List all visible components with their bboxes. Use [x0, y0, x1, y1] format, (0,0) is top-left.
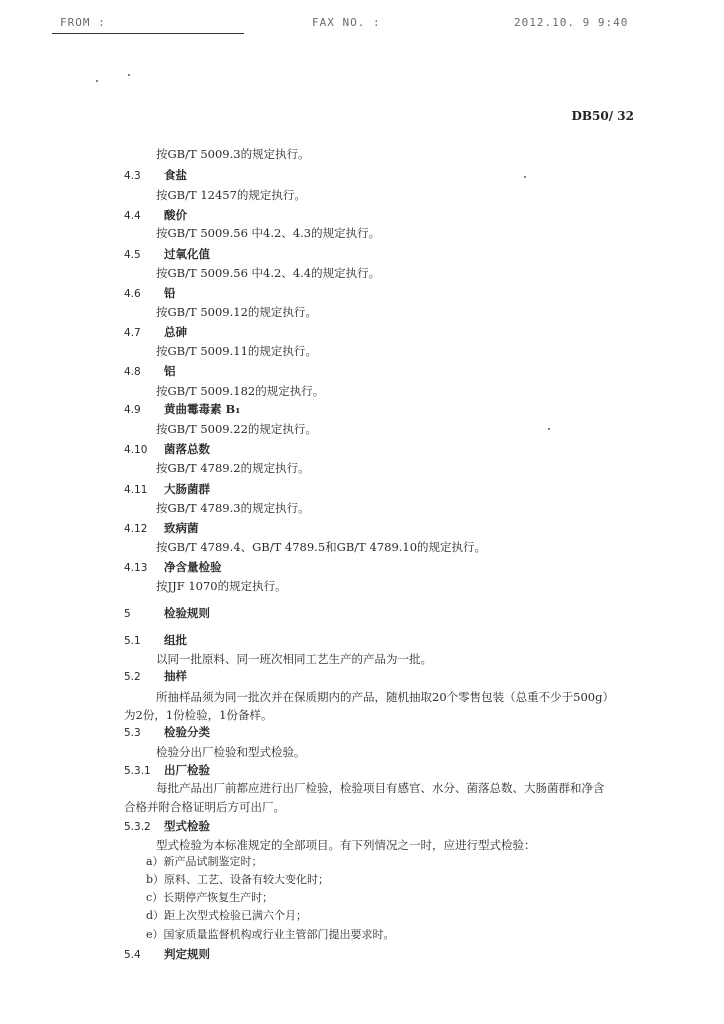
clause-heading [124, 946, 210, 962]
clause-body: 按GB/T 4789.2的规定执行。 [156, 461, 310, 475]
clause-body: 按GB/T 4789.3的规定执行。 [156, 501, 310, 515]
clause-title: 检验分类 [164, 725, 210, 739]
clause-body: 按GB/T 5009.182的规定执行。 [156, 384, 325, 398]
clause-heading [124, 246, 210, 262]
clause-text [156, 421, 317, 437]
clause-body: 检验分出厂检验和型式检验。 [156, 745, 306, 759]
clause-body: 型式检验为本标准规定的全部项目。有下列情况之一时，应进行型式检验： [156, 838, 536, 852]
clause-heading [124, 632, 187, 648]
clause-title: 菌落总数 [164, 442, 210, 456]
clause-heading [124, 724, 210, 740]
clause-body: 按GB/T 5009.56 中4.2、4.4的规定执行。 [156, 266, 381, 280]
clause-number: 5.3.1 [124, 765, 151, 777]
clause-body: 按GB/T 5009.12的规定执行。 [156, 305, 317, 319]
clause-body: a）新产品试制鉴定时； [146, 855, 263, 868]
clause-text [124, 799, 285, 815]
clause-body: 合格并附合格证明后方可出厂。 [124, 800, 285, 814]
fax-from-label: FROM : [60, 16, 106, 29]
clause-number: 4.10 [124, 444, 148, 456]
clause-text [156, 744, 306, 760]
clause-number: 5 [124, 608, 131, 620]
clause-heading [124, 559, 222, 575]
fax-from-line [52, 33, 244, 34]
clause-body: b）原料、工艺、设备有较大变化时； [146, 873, 330, 886]
clause-number: 4.3 [124, 170, 141, 182]
clause-number: 5.2 [124, 671, 141, 683]
clause-heading [124, 441, 210, 457]
clause-heading [124, 520, 199, 536]
clause-text [146, 889, 273, 905]
clause-text [156, 578, 287, 594]
clause-number: 4.5 [124, 249, 141, 261]
clause-heading [124, 167, 187, 183]
clause-text [146, 871, 329, 887]
clause-body: 按JJF 1070的规定执行。 [156, 579, 287, 593]
clause-text [156, 837, 536, 853]
clause-title: 黄曲霉毒素 B₁ [164, 402, 241, 416]
scan-speck [548, 428, 550, 430]
clause-body: d）距上次型式检验已满六个月； [146, 909, 308, 922]
clause-heading [124, 605, 210, 621]
scan-speck [524, 176, 526, 178]
clause-text [156, 383, 324, 399]
clause-heading [124, 401, 240, 417]
clause-text [156, 460, 310, 476]
clause-body: e）国家质量监督机构或行业主管部门提出要求时。 [146, 928, 395, 941]
clause-title: 组批 [164, 633, 187, 647]
clause-body: 为2份，1份检验，1份备样。 [124, 708, 273, 722]
clause-text [156, 304, 317, 320]
clause-number: 5.3.2 [124, 821, 151, 833]
clause-text [156, 780, 605, 796]
clause-text [146, 907, 307, 923]
clause-title: 出厂检验 [164, 763, 210, 777]
clause-heading [124, 285, 176, 301]
clause-text [156, 343, 317, 359]
clause-body: 按GB/T 5009.3的规定执行。 [156, 147, 310, 161]
clause-number: 4.13 [124, 562, 148, 574]
clause-title: 总砷 [164, 325, 187, 339]
clause-body: 按GB/T 5009.56 中4.2、4.3的规定执行。 [156, 226, 381, 240]
clause-number: 4.7 [124, 327, 141, 339]
clause-heading [124, 481, 210, 497]
clause-heading [124, 818, 210, 834]
clause-text [156, 689, 614, 705]
clause-heading [124, 207, 187, 223]
clause-body: c）长期停产恢复生产时； [146, 891, 274, 904]
clause-body: 按GB/T 12457的规定执行。 [156, 188, 306, 202]
clause-heading [124, 363, 176, 379]
clause-number: 5.1 [124, 635, 141, 647]
clause-number: 4.12 [124, 523, 148, 535]
fax-number-label: FAX NO. : [312, 16, 381, 29]
document-code: DB50/ 32 [571, 109, 634, 123]
clause-text [146, 926, 395, 942]
clause-body: 按GB/T 4789.4、GB/T 4789.5和GB/T 4789.10的规定执行。 [156, 540, 487, 554]
clause-title: 铝 [164, 364, 176, 378]
clause-title: 食盐 [164, 168, 187, 182]
scan-speck [96, 80, 98, 82]
clause-text [146, 853, 263, 869]
clause-number: 4.9 [124, 404, 141, 416]
clause-number: 4.11 [124, 484, 148, 496]
clause-body: 所抽样品须为同一批次并在保质期内的产品，随机抽取20个零售包装（总重不少于500g） [156, 690, 614, 704]
clause-text [156, 225, 380, 241]
clause-number: 5.3 [124, 727, 141, 739]
clause-body: 按GB/T 5009.11的规定执行。 [156, 344, 317, 358]
clause-title: 净含量检验 [164, 560, 222, 574]
clause-number: 4.8 [124, 366, 141, 378]
clause-title: 酸价 [164, 208, 187, 222]
clause-text [156, 146, 310, 162]
clause-title: 过氧化值 [164, 247, 210, 261]
clause-text [156, 265, 380, 281]
clause-text [124, 707, 272, 723]
clause-number: 5.4 [124, 949, 141, 961]
clause-heading [124, 324, 187, 340]
clause-title: 铅 [164, 286, 176, 300]
clause-title: 检验规则 [164, 606, 210, 620]
clause-title: 型式检验 [164, 819, 210, 833]
clause-number: 4.4 [124, 210, 141, 222]
clause-text [156, 187, 306, 203]
clause-body: 每批产品出厂前都应进行出厂检验，检验项目有感官、水分、菌落总数、大肠菌群和净含 [156, 781, 605, 795]
clause-number: 4.6 [124, 288, 141, 300]
clause-text [156, 500, 310, 516]
clause-title: 大肠菌群 [164, 482, 210, 496]
clause-body: 按GB/T 5009.22的规定执行。 [156, 422, 317, 436]
clause-text [156, 651, 432, 667]
clause-text [156, 539, 486, 555]
clause-title: 致病菌 [164, 521, 199, 535]
clause-title: 抽样 [164, 669, 187, 683]
clause-heading [124, 668, 187, 684]
fax-datetime: 2012.10. 9 9:40 [514, 16, 629, 29]
scan-speck [128, 74, 130, 76]
clause-title: 判定规则 [164, 947, 210, 961]
clause-heading [124, 762, 210, 778]
clause-body: 以同一批原料、同一班次相同工艺生产的产品为一批。 [156, 652, 432, 666]
